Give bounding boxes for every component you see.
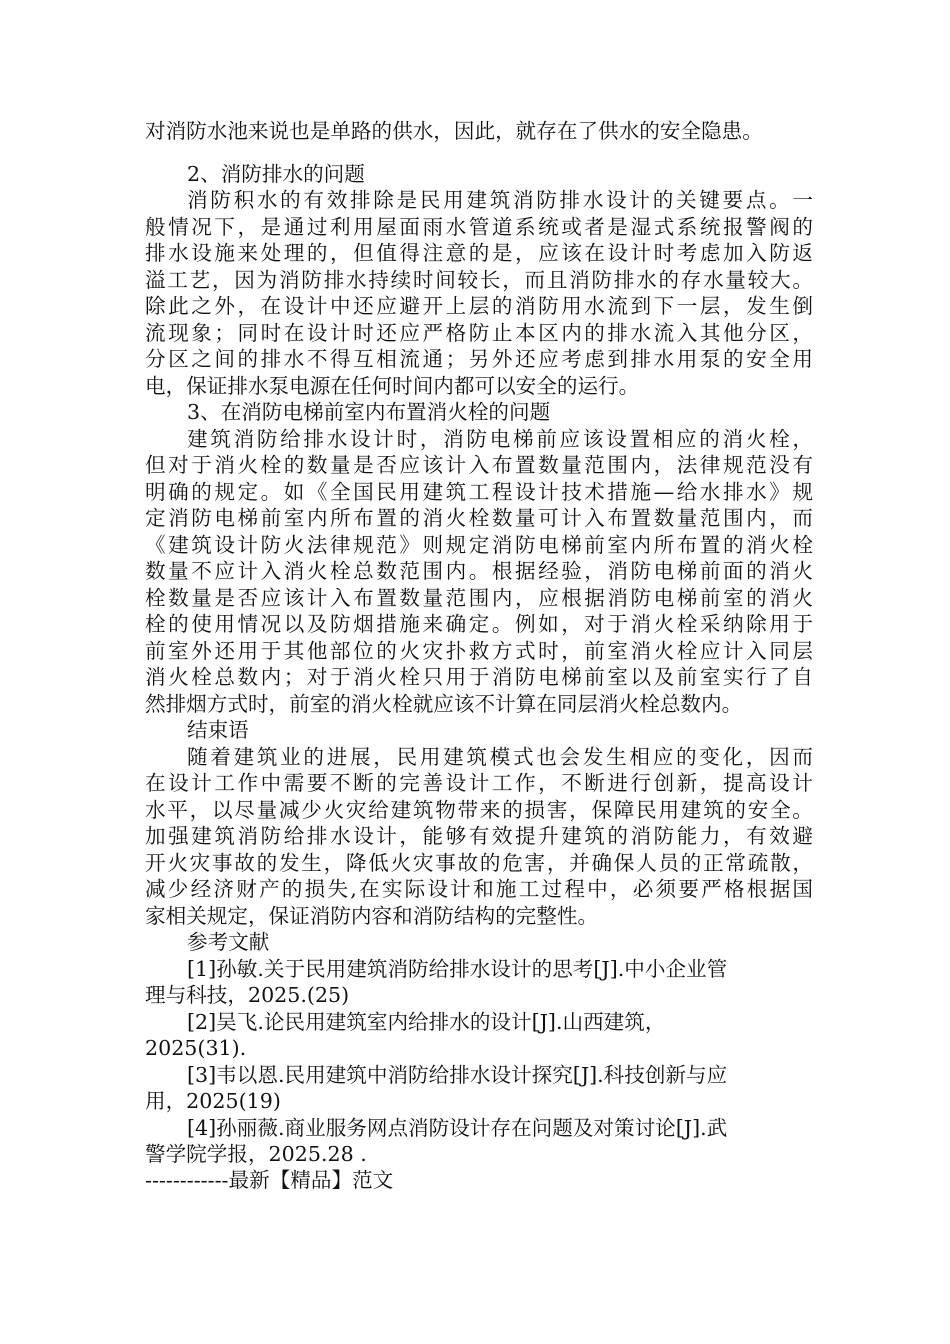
- reference-item-3-cont: 用，2025(19): [145, 1089, 281, 1113]
- section-3-heading: 3、在消防电梯前室内布置消火栓的问题: [187, 400, 551, 424]
- section-2-line: 消防积水的有效排除是民用建筑消防排水设计的关键要点。一: [187, 188, 813, 212]
- references-heading: 参考文献: [187, 930, 270, 954]
- reference-item-1: [1]孙敏.关于民用建筑消防给排水设计的思考[J].中小企业管: [187, 956, 728, 981]
- reference-item-4-cont: 警学院学报，2025.28 .: [145, 1142, 367, 1166]
- section-3-line: 定消防电梯前室内所布置的消火栓数量可计入布置数量范围内，而: [145, 506, 813, 530]
- reference-item-2-cont: 2025(31).: [145, 1036, 247, 1060]
- intro-line: 对消防水池来说也是单路的供水，因此，就存在了供水的安全隐患。: [145, 119, 763, 143]
- conclusion-line: 在设计工作中需要不断的完善设计工作，不断进行创新，提高设计: [145, 771, 813, 795]
- section-3-line: 然排烟方式时，前室的消火栓就应该不计算在同层消火栓总数内。: [145, 691, 743, 716]
- conclusion-line: 加强建筑消防给排水设计，能够有效提升建筑的消防能力，有效避: [145, 824, 813, 848]
- section-2-line: 排水设施来处理的，但值得注意的是，应该在设计时考虑加入防返: [145, 241, 813, 265]
- paragraph-gap: [145, 145, 813, 161]
- reference-item-3: [3]韦以恩.民用建筑中消防给排水设计探究[J].科技创新与应: [187, 1062, 728, 1087]
- document-body: [145, 118, 813, 1168]
- section-3-line: 但对于消火栓的数量是否应该计入布置数量范围内，法律规范没有: [145, 453, 813, 477]
- section-3-line: 数量不应计入消火栓总数范围内。根据经验，消防电梯前面的消火: [145, 559, 813, 583]
- section-3-line: 栓的使用情况以及防烟措施来确定。例如，对于消火栓采纳除用于: [145, 612, 813, 636]
- conclusion-line: 家相关规定，保证消防内容和消防结构的完整性。: [145, 903, 599, 928]
- section-2-line: 流现象；同时在设计时还应严格防止本区内的排水流入其他分区，: [145, 320, 813, 345]
- section-2-line: 分区之间的排水不得互相流通；另外还应考虑到排水用泵的安全用: [145, 347, 813, 371]
- section-3-line: 前室外还用于其他部位的火灾扑救方式时，前室消火栓应计入同层: [145, 638, 813, 663]
- conclusion-line: 水平，以尽量减少火灾给建筑物带来的损害，保障民用建筑的安全。: [145, 797, 813, 822]
- conclusion-line: 开火灾事故的发生，降低火灾事故的危害，并确保人员的正常疏散，: [145, 850, 813, 875]
- section-2-line: 般情况下，是通过利用屋面雨水管道系统或者是湿式系统报警阀的: [145, 214, 813, 239]
- section-2-line: 溢工艺，因为消防排水持续时间较长，而且消防排水的存水量较大。: [145, 267, 813, 292]
- reference-item-1-cont: 理与科技，2025.(25): [145, 983, 350, 1007]
- page-footer: ------------最新【精品】范文: [145, 1168, 394, 1192]
- section-3-line: 建筑消防给排水设计时，消防电梯前应该设置相应的消火栓，: [187, 426, 813, 451]
- reference-item-4: [4]孙丽薇.商业服务网点消防设计存在问题及对策讨论[J].武: [187, 1115, 728, 1140]
- section-2-line: 电，保证排水泵电源在任何时间内都可以安全的运行。: [145, 373, 640, 398]
- conclusion-line: 减少经济财产的损失,在实际设计和施工过程中，必须要严格根据国: [145, 877, 813, 901]
- section-3-line: 《建筑设计防火法律规范》则规定消防电梯前室内所布置的消火栓: [145, 532, 813, 557]
- section-2-heading: 2、消防排水的问题: [187, 161, 365, 186]
- reference-item-2: [2]吴飞.论民用建筑室内给排水的设计[J].山西建筑，: [187, 1009, 666, 1034]
- section-3-line: 明确的规定。如《全国民用建筑工程设计技术措施—给水排水》规: [145, 479, 813, 504]
- conclusion-heading: 结束语: [187, 718, 249, 742]
- conclusion-line: 随着建筑业的进展，民用建筑模式也会发生相应的变化，因而: [187, 744, 813, 769]
- section-3-line: 栓数量是否应该计入布置数量范围内，应根据消防电梯前室的消火: [145, 585, 813, 610]
- section-3-line: 消火栓总数内；对于消火栓只用于消防电梯前室以及前室实行了自: [145, 665, 813, 689]
- section-2-line: 除此之外，在设计中还应避开上层的消防用水流到下一层，发生倒: [145, 294, 813, 318]
